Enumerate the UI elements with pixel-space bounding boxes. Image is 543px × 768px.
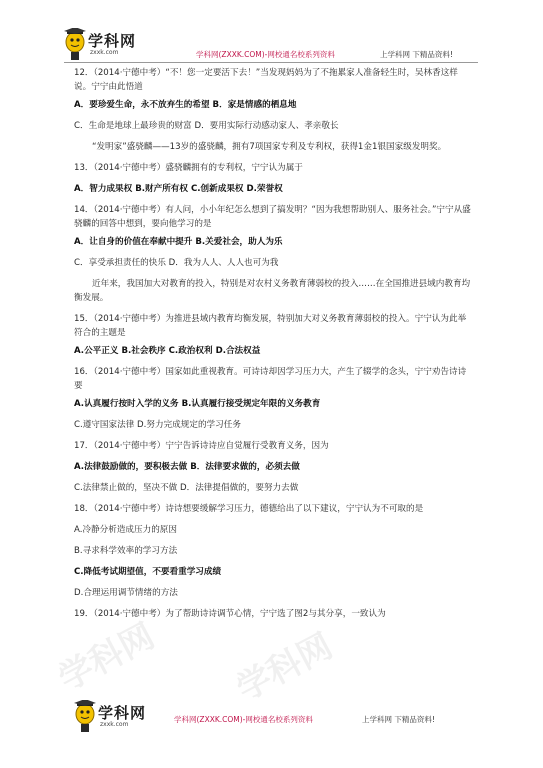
- footer-center-text: 学科网(ZXXK.COM)-网校通名校系列资料: [174, 715, 313, 724]
- question-17-options-cd: C.法律禁止做的，坚决不做 D．法律提倡做的，要努力去做: [74, 483, 299, 493]
- material-paragraph-2: 近年来，我国加大对教育的投入，特别是对农村义务教育薄弱校的投入……在全国推进县域内教育均衡发展。: [74, 279, 471, 303]
- logo-text: 学科网: [98, 704, 147, 722]
- watermark: 学科网: [230, 625, 340, 710]
- question-12-options-cd: C．生命是地球上最珍贵的财富 D．要用实际行动感动家人、孝亲敬长: [74, 121, 339, 131]
- page-footer: [0, 700, 543, 740]
- question-18-option-c: C.降低考试期望值，不要看重学习成绩: [74, 567, 222, 577]
- question-15-stem: 15．（2014·宁德中考）为推进县域内教育均衡发展，特别加大对义务教育薄弱校的投入。宁宁认为此举符合的主题是: [74, 314, 467, 338]
- question-16-options-ab: A.认真履行按时入学的义务 B.认真履行接受规定年限的义务教育: [74, 399, 321, 409]
- mascot-icon: [62, 28, 88, 62]
- question-12-stem: 12．（2014·宁德中考）“不！您一定要活下去！”当发现妈妈为了不拖累家人准备轻生时，吴林香这样说。宁宁由此悟道: [74, 68, 458, 92]
- logo-text: 学科网: [88, 32, 137, 50]
- question-16-stem: 16．（2014·宁德中考）国家如此重视教育。可诗诗却因学习压力大，产生了辍学的念头，宁宁劝告诗诗要: [74, 367, 467, 391]
- question-17-stem: 17．（2014·宁德中考）宁宁告诉诗诗应自觉履行受教育义务，因为: [74, 441, 329, 451]
- header-center-text: 学科网(ZXXK.COM)-网校通名校系列资料: [196, 50, 335, 59]
- logo-url: zxxk.com: [90, 49, 119, 56]
- question-12-options-ab: A．要珍爱生命，永不放弃生的希望 B．家是情感的栖息地: [74, 100, 297, 110]
- logo-url: zxxk.com: [100, 721, 129, 728]
- question-18-stem: 18．（2014·宁德中考）诗诗想要缓解学习压力，德德给出了以下建议，宁宁认为不可取的是: [74, 504, 424, 514]
- question-18-option-b: B.寻求科学效率的学习方法: [74, 546, 178, 556]
- question-17-options-ab: A.法律鼓励做的，要积极去做 B．法律要求做的，必须去做: [74, 462, 300, 472]
- question-16-options-cd: C.遵守国家法律 D.努力完成规定的学习任务: [74, 420, 241, 430]
- question-18-option-a: A.冷静分析造成压力的原因: [74, 525, 177, 535]
- material-paragraph-1: “发明家”盛骁麟——13岁的盛骁麟，拥有7项国家专利及专利权，获得1金1银国家级发明奖。: [92, 142, 447, 152]
- site-logo: [62, 28, 144, 64]
- document-body: [74, 66, 474, 628]
- footer-right-text: 上学科网 下精品资料!: [362, 715, 435, 724]
- header-right-text: 上学科网 下精品资料!: [380, 50, 453, 59]
- question-14-stem: 14．（2014·宁德中考）有人问，小小年纪怎么想到了搞发明？“因为我想帮助别人、服务社会。”宁宁从盛骁麟的回答中想到，要向他学习的是: [74, 205, 471, 229]
- footer-logo: [72, 700, 154, 736]
- question-14-options-cd: C．享受承担责任的快乐 D．我为人人、人人也可为我: [74, 258, 279, 268]
- question-13-options: A．智力成果权 B.财产所有权 C.创新成果权 D.荣誉权: [74, 184, 283, 194]
- question-14-options-ab: A．让自身的价值在奉献中提升 B.关爱社会，助人为乐: [74, 237, 283, 247]
- watermark: 学科网: [52, 615, 162, 700]
- question-15-options: A.公平正义 B.社会秩序 C.政治权利 D.合法权益: [74, 346, 261, 356]
- header-divider: [64, 62, 478, 63]
- question-13-stem: 13．（2014·宁德中考）盛骁麟拥有的专利权，宁宁认为属于: [74, 163, 303, 173]
- mascot-icon: [72, 700, 98, 734]
- question-19-stem: 19．（2014·宁德中考）为了帮助诗诗调节心情，宁宁选了图2与其分享，一致认为: [74, 609, 386, 619]
- question-18-option-d: D.合理运用调节情绪的方法: [74, 588, 178, 598]
